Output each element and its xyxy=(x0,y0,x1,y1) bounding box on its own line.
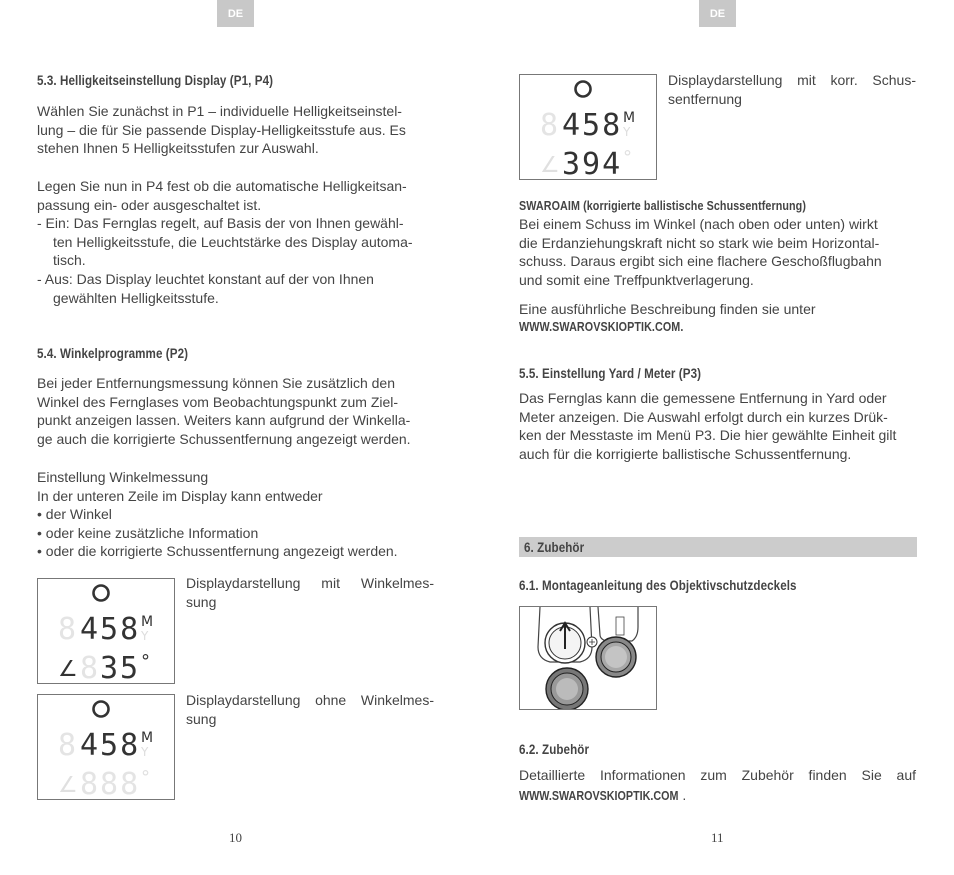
unit-meter-label: M xyxy=(141,730,154,746)
degree-symbol: ° xyxy=(141,767,150,788)
degree-symbol: ° xyxy=(623,147,632,168)
paragraph: Das Fernglas kann die gemessene Entfernung in Yard oder Meter anzeigen. Die Auswahl erfolgt durch ein kurzes Drük- ken der Messtaste im Menü P3. Die hier gewählte Einheit gilt auch für die korrigierte ballistische Schussentfernung. xyxy=(519,390,897,462)
paragraph: Einstellung Winkelmessung In der unteren Zeile im Display kann entweder • der Winkel • oder keine zusätzliche Information • oder die korrigierte Schussentfernung angezeigt werden. xyxy=(37,469,398,560)
figure-caption: Displaydarstellung ohne Winkelmes- sung xyxy=(186,692,434,727)
ghost-digit: 8 xyxy=(58,728,77,763)
ghost-digit: 8 xyxy=(58,612,77,647)
paragraph: Bei einem Schuss im Winkel (nach oben oder unten) wirkt die Erdanziehungskraft nicht so stark wie beim Horizontal- schuss. Daraus ergibt sich eine flachere Geschoßflugbahn und somit eine Treffpunktverlagerung. xyxy=(519,216,882,288)
display-illustration xyxy=(520,75,656,179)
paragraph: Detaillierte Informationen zum Zubehör finden Sie auf xyxy=(519,767,916,783)
paragraph: Eine ausführliche Beschreibung finden sie unter xyxy=(519,301,816,317)
display-illustration xyxy=(38,695,174,799)
inactive-digits: 888 xyxy=(80,767,141,799)
reticle-circle-icon xyxy=(576,82,591,97)
display-corrected-distance xyxy=(519,74,657,180)
section-heading-6-2: 6.2. Zubehör xyxy=(519,742,590,757)
corrected-distance-value: 394 xyxy=(562,147,623,179)
figure-caption: Displaydarstellung mit Winkelmes- sung xyxy=(186,575,434,610)
language-badge: DE xyxy=(699,0,736,27)
distance-value: 458 xyxy=(80,728,141,763)
angle-value: 35 xyxy=(100,651,141,683)
section-heading-6: 6. Zubehör xyxy=(524,540,585,555)
display-illustration xyxy=(38,579,174,683)
website-link[interactable]: WWW.SWAROVSKIOPTIK.COM xyxy=(519,789,679,803)
angle-icon: ∠ xyxy=(58,773,78,798)
ghost-digit: 8 xyxy=(540,108,559,143)
unit-meter-label: M xyxy=(141,614,154,630)
display-with-angle xyxy=(37,578,175,684)
display-without-angle xyxy=(37,694,175,800)
distance-value: 458 xyxy=(562,108,623,143)
figure-caption: Displaydarstellung mit korr. Schus- sentfernung xyxy=(668,72,916,107)
ghost-digit: 8 xyxy=(80,651,99,683)
section-heading-5-5: 5.5. Einstellung Yard / Meter (P3) xyxy=(519,366,702,381)
unit-yard-label: Y xyxy=(141,629,149,643)
unit-yard-label: Y xyxy=(141,745,149,759)
paragraph: Wählen Sie zunächst in P1 – individuelle Helligkeitseinstel- lung – die für Sie passende Display-Helligkeitsstufe aus. Es stehen Ihnen 5 Helligkeitsstufen zur Auswahl. xyxy=(37,103,406,157)
paragraph: Bei jeder Entfernungsmessung können Sie zusätzlich den Winkel des Fernglases vom Beobachtungspunkt zum Ziel- punkt anzeigen lassen. Weiters kann aufgrund der Winkella- ge auch die korrigierte Schussentfernung angezeigt werden. xyxy=(37,375,411,447)
degree-symbol: ° xyxy=(141,651,150,672)
language-badge: DE xyxy=(217,0,254,27)
website-link-line[interactable] xyxy=(519,787,686,805)
reticle-circle-icon xyxy=(94,586,109,601)
list-item: - Aus: Das Display leuchtet konstant auf der von Ihnen gewählten Helligkeitsstufe. xyxy=(37,271,374,306)
unit-meter-label: M xyxy=(623,110,636,126)
lens-cap-illustration xyxy=(519,606,657,710)
unit-yard-label: Y xyxy=(623,125,631,139)
section-heading-5-3: 5.3. Helligkeitseinstellung Display (P1, P4) xyxy=(37,73,274,88)
distance-value: 458 xyxy=(80,612,141,647)
angle-icon: ∠ xyxy=(58,657,78,682)
lens-cap-drawing xyxy=(520,607,656,709)
angle-icon: ∠ xyxy=(540,153,560,178)
website-link[interactable]: WWW.SWAROVSKIOPTIK.COM. xyxy=(519,320,684,334)
swaroaim-heading: SWAROAIM (korrigierte ballistische Schussentfernung) xyxy=(519,199,807,213)
section-heading-6-1: 6.1. Montageanleitung des Objektivschutzdeckels xyxy=(519,578,797,593)
url-suffix: . xyxy=(682,787,687,803)
reticle-circle-icon xyxy=(94,702,109,717)
page-number: 11 xyxy=(711,830,724,845)
list-item: - Ein: Das Fernglas regelt, auf Basis der von Ihnen gewähl- ten Helligkeitsstufe, die Leuchtstärke des Display automa- tisch. xyxy=(37,215,413,269)
paragraph: Legen Sie nun in P4 fest ob die automatische Helligkeitsan- passung ein- oder ausgeschaltet ist. xyxy=(37,178,407,213)
page-number: 10 xyxy=(229,830,242,845)
section-heading-5-4: 5.4. Winkelprogramme (P2) xyxy=(37,346,189,361)
